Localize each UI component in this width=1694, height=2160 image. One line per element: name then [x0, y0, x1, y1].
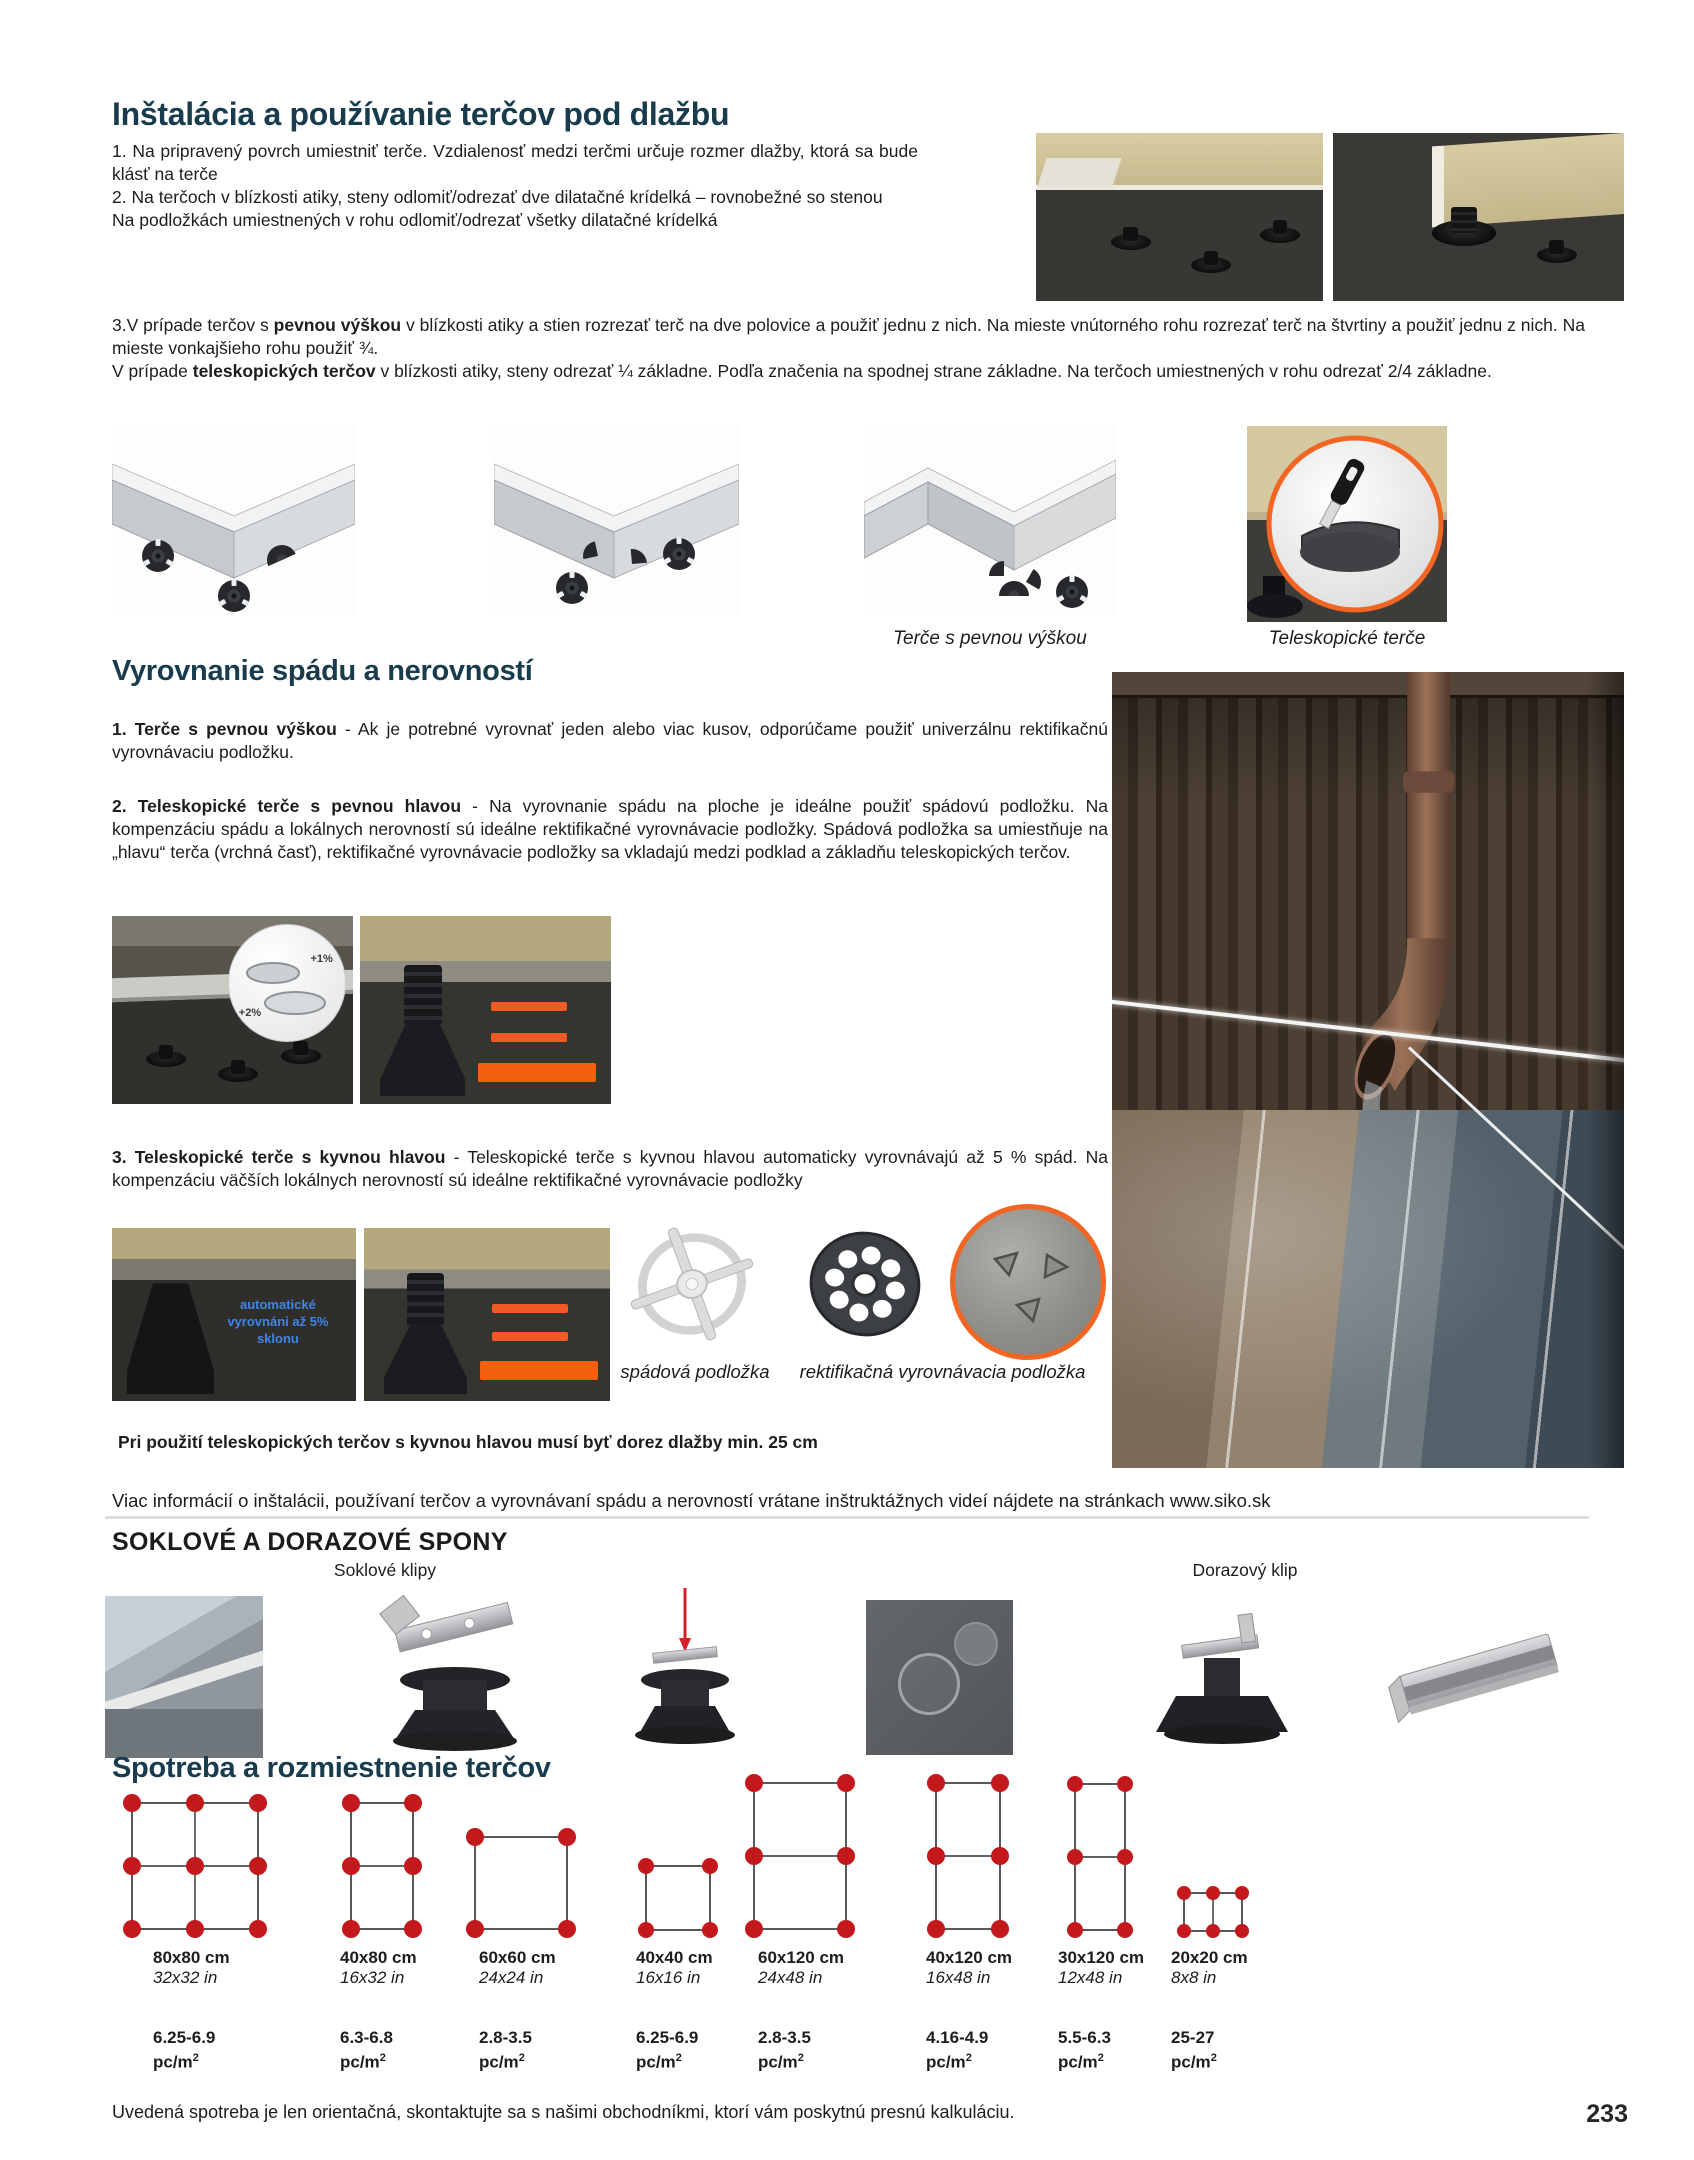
intro-step-3: Na podložkách umiestnených v rohu odlomiť/odrezať všetky dilatačné krídelká	[112, 210, 718, 230]
leveling-title: Vyrovnanie spádu a nerovností	[112, 655, 533, 687]
pedestal-shims-image	[360, 916, 611, 1104]
layout-size-cm: 60x60 cm	[479, 1948, 556, 1967]
washers-on-concrete-photo	[950, 1204, 1106, 1360]
orange-shim-bar	[491, 1002, 567, 1011]
orange-shim-bar	[492, 1332, 568, 1341]
orange-shim-bar	[478, 1063, 596, 1082]
stop-clip-render	[1146, 1600, 1298, 1757]
caption-fixed-height: Terče s pevnou výškou	[893, 628, 1087, 649]
layout-rate: 4.16-4.9 $pc/m^2$	[926, 2028, 989, 2072]
layout-diagram	[436, 1772, 606, 1940]
washer-inset-circle	[228, 924, 346, 1042]
layout-size-in: 16x32 in	[340, 1968, 405, 1987]
pedestal-silhouette	[1191, 257, 1231, 273]
pedestal-silhouette	[1537, 247, 1577, 263]
downpipe-icon	[1317, 672, 1522, 1134]
layout-rate: 5.5-6.3 $pc/m^2$	[1058, 2028, 1111, 2072]
layout-column-20x20	[1128, 1772, 1298, 2073]
corner-illustration-2	[494, 424, 739, 621]
layout-size-cm: 40x80 cm	[340, 1948, 417, 1967]
slope-washer-image	[616, 1218, 769, 1359]
layout-size-cm: 80x80 cm	[153, 1948, 230, 1967]
auto-leveling-image	[112, 1228, 356, 1401]
layout-size-in: 16x16 in	[636, 1968, 701, 1987]
intro-step-2: 2. Na terčoch v blízkosti atiky, steny odlomiť/odrezať dve dilatačné krídelká – rovnobežné so stenou	[112, 187, 883, 207]
step3-paragraph	[112, 314, 1585, 383]
spotreba-title: Spotreba a rozmiestnenie terčov	[112, 1752, 551, 1784]
layout-size-cm: 60x120 cm	[758, 1948, 845, 1967]
layout-diagram	[715, 1772, 885, 1940]
pedestal-shims-image-2	[364, 1228, 610, 1401]
layout-column-60x120	[715, 1772, 885, 2073]
pedestal-silhouette	[1260, 227, 1300, 243]
membrane-edge	[105, 1642, 263, 1719]
section-divider	[105, 1516, 1589, 1519]
roof-corner-photo	[105, 1596, 263, 1758]
layout-size-cm: 20x20 cm	[1171, 1948, 1248, 1967]
layout-size-cm: 40x40 cm	[636, 1948, 713, 1967]
metal-profile-render	[1385, 1596, 1575, 1763]
min-overhang-note: Pri použití teleskopických terčov s kyvnou hlavou musí byť dorez dlažby min. 25 cm	[118, 1432, 818, 1452]
layout-size-cm: 30x120 cm	[1058, 1948, 1145, 1967]
orange-shim-bar	[480, 1361, 598, 1380]
caption-slope-washer: spádová podložka	[620, 1361, 770, 1382]
leveling-item-1: 1. Terče s pevnou výškou - Ak je potrebné vyrovnať jeden alebo viac kusov, odporúčame použiť univerzálnu rektifikačnú vyrovnávaciu podložku.	[112, 719, 1108, 762]
telescopic-head-photo	[1247, 426, 1447, 627]
layout-size-in: 24x48 in	[758, 1968, 823, 1987]
layout-rate: 2.8-3.5 $pc/m^2$	[479, 2028, 532, 2072]
pedestal-silhouette	[384, 1273, 468, 1394]
intro-step-1: 1. Na pripravený povrch umiestniť terče. Vzdialenosť medzi terčmi určuje rozmer dlažby, ktorá sa bude klásť na terče	[112, 141, 918, 184]
more-info-line: Viac informácií o inštalácii, používaní terčov a vyrovnávaní spádu a nerovností vrátane inštruktážnych videí nájdete na stránkach www.siko.sk	[112, 1490, 1271, 1511]
pedestal-silhouette	[281, 1048, 321, 1064]
washer-thickness-label: +1%	[310, 952, 333, 965]
wet-tiles	[1112, 1110, 1624, 1468]
layout-rate: 6.3-6.8 $pc/m^2$	[340, 2028, 393, 2072]
label-dorazovy-klip: Dorazový klip	[1192, 1560, 1298, 1580]
auto-level-label: automatické vyrovnáni až 5% sklonu	[227, 1297, 329, 1346]
ledge-box	[1037, 158, 1121, 187]
orange-shim-bar	[492, 1304, 568, 1313]
plinth-clip-render-2	[595, 1588, 775, 1765]
layout-diagram	[1128, 1772, 1298, 1940]
layout-rate: 6.25-6.9 $pc/m^2$	[636, 2028, 699, 2072]
leveling-item-2: 2. Teleskopické terče s pevnou hlavou - Na vyrovnanie spádu na ploche je ideálne použiť spádovú podložku. Na kompenzáciu spádu a lokálnych nerovností sú ideálne rektifikačné vyrovnávacie podložky. Spádová podložka sa umiestňuje na „hlavu“ terča (vrchná časť), rektifikačné vyrovnávacie podložky sa vkladajú medzi podklad a základňu teleskopických terčov.	[112, 796, 1109, 862]
layout-size-in: 16x48 in	[926, 1968, 991, 1987]
pedestal-silhouette	[380, 965, 465, 1097]
leveling-item-3: 3. Teleskopické terče s kyvnou hlavou - Teleskopické terče s kyvnou hlavou automaticky vyrovnávajú až 5 % spád. Na kompenzáciu väčších lokálnych nerovností sú ideálne rektifikačné vyrovnávacie podložky	[112, 1147, 1108, 1190]
drainage-tiles-photo	[1112, 672, 1624, 1468]
clips-title: SOKLOVÉ A DORAZOVÉ SPONY	[112, 1528, 508, 1556]
step3-telescopic: V prípade teleskopických terčov v blízkosti atiky, steny odrezať ¼ základne. Podľa značenia na spodnej strane základne. Na terčoch umiestnených v rohu odrezať 2/4 základne.	[112, 361, 1492, 381]
layout-size-in: 12x48 in	[1058, 1968, 1123, 1987]
corner-illustration-1	[112, 424, 355, 621]
layout-size-in: 8x8 in	[1171, 1968, 1217, 1987]
corner-illustration-3	[864, 424, 1116, 621]
layout-rate: 25-27 $pc/m^2$	[1171, 2028, 1217, 2072]
terrace-photo-1	[1036, 133, 1323, 301]
pedestal-silhouette	[1111, 234, 1151, 250]
layout-column-60x60	[436, 1772, 606, 2073]
layout-size-in: 24x24 in	[479, 1968, 544, 1987]
pedestal-silhouette	[218, 1066, 258, 1082]
layout-rate: 2.8-3.5 $pc/m^2$	[758, 2028, 811, 2072]
roof-deck	[105, 1709, 263, 1758]
page-number: 233	[1586, 2100, 1628, 2128]
pedestal-silhouette	[146, 1051, 186, 1067]
layout-diagram	[110, 1772, 280, 1940]
pedestal-silhouette	[127, 1283, 215, 1394]
layout-column-80x80	[110, 1772, 280, 2073]
label-soklove-klipy: Soklové klipy	[333, 1560, 437, 1580]
clip-detail-photo	[866, 1600, 1013, 1755]
step3-fixed-height: 3.V prípade terčov s pevnou výškou v blízkosti atiky a stien rozrezať terč na dve polovice a použiť jednu z nich. Na mieste vnútorného rohu rozrezať terč na štvrtiny a použiť jednu z nich. Na mieste vonkajšieho rohu použiť ¾.	[112, 315, 1585, 358]
rectification-washer-image	[788, 1218, 943, 1359]
spotreba-footnote: Uvedená spotreba je len orientačná, skontaktujte sa s našimi obchodníkmi, ktorí vám poskytnú presnú kalkuláciu.	[112, 2102, 1015, 2122]
shadow-edge	[1588, 672, 1624, 1468]
layout-size-in: 32x32 in	[153, 1968, 218, 1987]
orange-shim-bar	[491, 1033, 567, 1042]
plinth-clip-render-1	[345, 1592, 565, 1765]
pedestal-silhouette	[1432, 220, 1496, 246]
layout-size-cm: 40x120 cm	[926, 1948, 1013, 1967]
roof-pedestals-image	[112, 916, 353, 1104]
terrace-photo-2	[1333, 133, 1624, 301]
caption-rectification-washer: rektifikačná vyrovnávacia podložka	[799, 1361, 1086, 1382]
layout-rate: 6.25-6.9 $pc/m^2$	[153, 2028, 216, 2072]
page-title: Inštalácia a používanie terčov pod dlažbu	[112, 96, 730, 132]
intro-steps	[112, 140, 918, 232]
washer-thickness-label: +2%	[238, 1006, 262, 1019]
caption-telescopic: Teleskopické terče	[1268, 628, 1426, 649]
